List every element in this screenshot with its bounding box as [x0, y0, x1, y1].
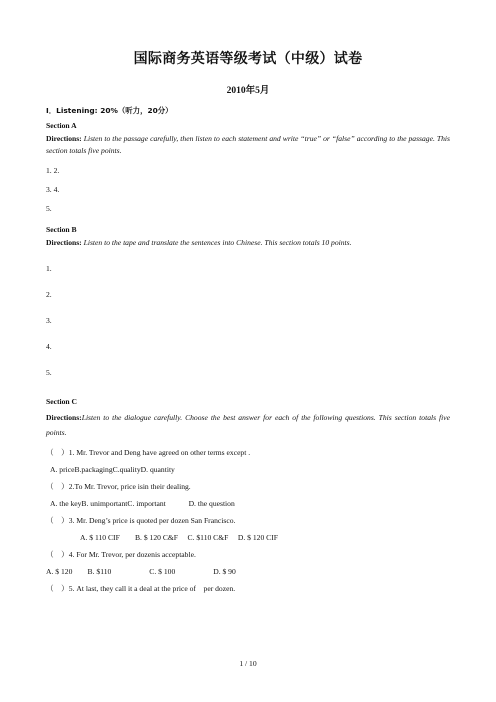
translation-item: 3. [46, 316, 52, 325]
directions-text: Listen to the passage carefully, then listen to each statement and write “true” or “false” according to the passage. This section totals five points. [46, 134, 450, 155]
page-number: 1 / 10 [239, 659, 257, 668]
section-a-label: Section A [46, 121, 77, 130]
directions-label: Directions: [46, 134, 82, 143]
translation-item: 4. [46, 342, 52, 351]
directions-text: Listen to the dialogue carefully. Choose the best answer for each of the following questions. This section totals five points. [46, 413, 450, 437]
directions-text: Listen to the tape and translate the sentences into Chinese. This section totals 10 points. [83, 238, 352, 247]
page-title: 国际商务英语等级考试（中级）试卷 [133, 51, 363, 67]
question-5: （ ）5. At last, they call it a deal at the price of per dozen. [46, 584, 236, 593]
question-2-options: A. the keyB. unimportantC. important D. the question [50, 499, 235, 508]
directions-label: Directions: [46, 238, 82, 247]
question-3: （ ）3. Mr. Deng’s price is quoted per dozen San Francisco. [46, 516, 236, 525]
question-2: （ ）2.To Mr. Trevor, price isin their dealing. [46, 482, 191, 491]
section-a-directions [46, 133, 450, 157]
answer-line: 3. 4. [46, 185, 60, 194]
translation-item: 1. [46, 264, 52, 273]
directions-label: Directions: [46, 413, 82, 422]
question-4: （ ）4. For Mr. Trevor, per dozenis acceptable. [46, 550, 196, 559]
question-1-options: A. priceB.packagingC.qualityD. quantity [50, 465, 175, 474]
translation-item: 2. [46, 290, 52, 299]
section-c-directions [46, 410, 450, 440]
translation-item: 5. [46, 368, 52, 377]
section-b-label: Section B [46, 225, 77, 234]
exam-date: 2010年5月 [226, 86, 270, 96]
part-one-heading: Ⅰ．Listening: 20%（听力，20分） [46, 106, 173, 115]
question-3-options: A. $ 110 CIF B. $ 120 C&F C. $110 C&F D. $ 120 CIF [80, 533, 278, 542]
answer-line: 5. [46, 204, 52, 213]
section-c-label: Section C [46, 397, 78, 406]
question-4-options: A. $ 120 B. $110 C. $ 100 D. $ 90 [46, 567, 236, 576]
answer-line: 1. 2. [46, 166, 60, 175]
question-1: （ ）1. Mr. Trevor and Deng have agreed on other terms except . [46, 448, 251, 457]
section-b-directions [46, 238, 352, 248]
